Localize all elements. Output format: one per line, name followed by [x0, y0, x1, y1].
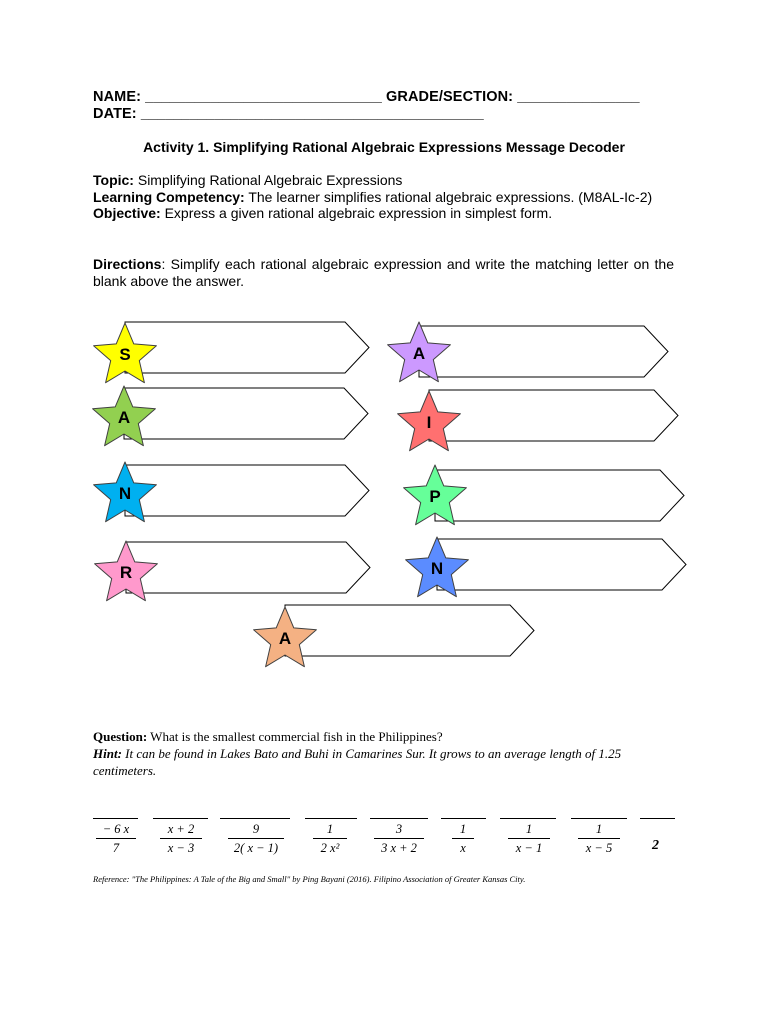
- answer-expression-4: [313, 822, 347, 856]
- competency-label: Learning Competency:: [93, 188, 245, 205]
- answer-expression-7: [508, 822, 550, 856]
- answer-arrow-box[interactable]: [419, 326, 668, 377]
- answer-expression-9: 2: [652, 838, 659, 853]
- star-letter: N: [430, 559, 444, 578]
- question-label: Question:: [93, 729, 148, 744]
- objective-text: Express a given rational algebraic expression in simplest form.: [160, 205, 553, 221]
- answer-arrow-box[interactable]: [124, 388, 368, 439]
- answer-arrow-box[interactable]: [426, 390, 678, 441]
- question-text: What is the smallest commercial fish in the Philippines?: [147, 729, 443, 744]
- answer-numerator: 1: [313, 822, 347, 839]
- answer-blank-7[interactable]: [500, 818, 556, 819]
- answer-arrow-box[interactable]: [125, 322, 369, 373]
- question-line: [93, 728, 683, 745]
- activity-title: Activity 1. Simplifying Rational Algebraic Expressions Message Decoder: [143, 139, 625, 155]
- answer-denominator: 2 x²: [320, 841, 340, 855]
- answer-blank-5[interactable]: [370, 818, 428, 819]
- hint-text: It can be found in Lakes Bato and Buhi in Camarines Sur. It grows to an average length of 1.25 centimeters.: [93, 746, 622, 778]
- answer-blank-3[interactable]: [220, 818, 290, 819]
- star-letter: N: [118, 484, 132, 503]
- answer-expression-1: [96, 822, 136, 856]
- answer-denominator: 2( x − 1): [233, 841, 279, 855]
- answer-blank-8[interactable]: [571, 818, 627, 819]
- answer-denominator: 7: [112, 841, 120, 855]
- star-letter: I: [426, 413, 432, 432]
- answer-arrow-box[interactable]: [125, 465, 369, 516]
- answer-expression-3: [228, 822, 284, 856]
- star-letter: S: [119, 345, 131, 364]
- directions-text: : Simplify each rational algebraic expression and write the matching letter on the blank above the answer.: [93, 256, 674, 289]
- answer-arrow-box[interactable]: [285, 605, 534, 656]
- answer-numerator: 9: [228, 822, 284, 839]
- objective-label: Objective:: [93, 205, 161, 221]
- star-letter: A: [117, 408, 131, 427]
- date-line: DATE: __________________________________________: [93, 106, 484, 122]
- answer-denominator: x: [460, 841, 466, 855]
- name-grade-line: NAME: _____________________________ GRADE/SECTION: _______________: [93, 89, 640, 105]
- answer-numerator: 1: [508, 822, 550, 839]
- answer-arrow-box[interactable]: [435, 470, 684, 521]
- answer-arrow-box[interactable]: [437, 539, 686, 590]
- answer-blank-9[interactable]: [640, 818, 675, 819]
- hint-line: [93, 745, 683, 779]
- topic-label: Topic:: [93, 172, 134, 188]
- star-letter: R: [119, 563, 133, 582]
- answer-blank-1[interactable]: [93, 818, 138, 819]
- answer-blank-6[interactable]: [441, 818, 486, 819]
- answer-numerator: 1: [452, 822, 474, 839]
- answer-numerator: x + 2: [160, 822, 202, 839]
- answer-blank-2[interactable]: [153, 818, 208, 819]
- answer-expression-6: [452, 822, 474, 856]
- question-block: [93, 728, 683, 779]
- answer-expression-5: [374, 822, 424, 856]
- hint-label: Hint:: [93, 746, 122, 761]
- answer-expression-8: [578, 822, 620, 856]
- answer-numerator: − 6 x: [96, 822, 136, 839]
- topic-text: Simplifying Rational Algebraic Expressions: [133, 172, 403, 188]
- star-letter: A: [278, 629, 292, 648]
- star-letter: P: [429, 487, 441, 506]
- answer-blank-4[interactable]: [305, 818, 357, 819]
- answer-denominator: 3 x + 2: [381, 841, 417, 855]
- answer-arrow-box[interactable]: [126, 542, 370, 593]
- answer-expression-2: [160, 822, 202, 856]
- answer-numerator: 1: [578, 822, 620, 839]
- reference-note: Reference: "The Philippines: A Tale of the Big and Small" by Ping Bayani (2016). Filipino Association of Greater Kansas City.: [93, 874, 526, 884]
- directions-label: Directions: [93, 256, 162, 272]
- star-letter: A: [412, 344, 426, 363]
- answer-denominator: x − 5: [585, 841, 613, 855]
- answer-numerator: 3: [374, 822, 424, 839]
- answer-denominator: x − 1: [515, 841, 543, 855]
- competency-text: The learner simplifies rational algebraic expressions. (M8AL-Ic-2): [244, 188, 653, 205]
- answer-denominator: x − 3: [167, 841, 195, 855]
